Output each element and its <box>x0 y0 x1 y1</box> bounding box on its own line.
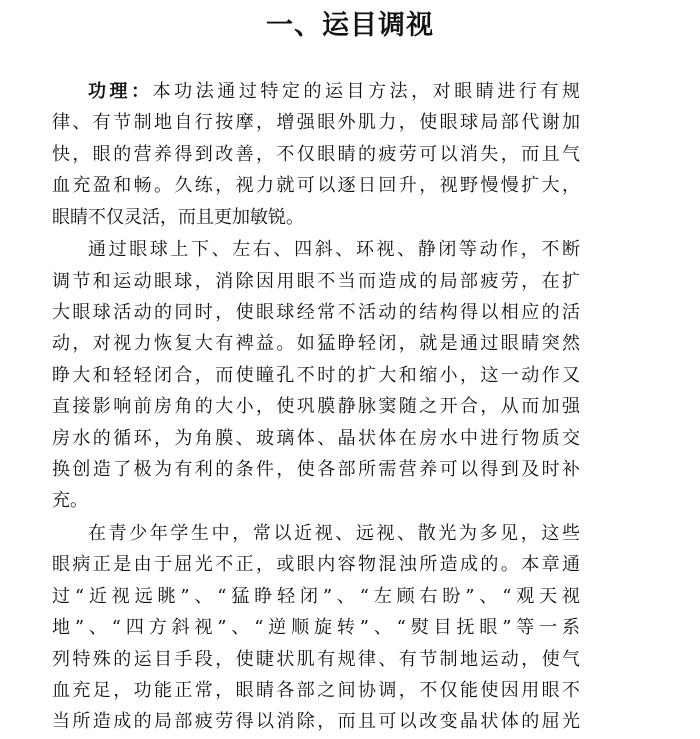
lead-label: 功理： <box>88 81 153 102</box>
text-line: 列特殊的运目手段，使睫状肌有规律、有节制地运动，使气 <box>52 648 580 670</box>
text-line: 大眼球活动的同时，使眼球经常不活动的结构得以相应的活 <box>52 301 580 323</box>
text-line: 地”、“四方斜视”、“逆顺旋转”、“熨目抚眼”等一系 <box>52 617 580 639</box>
text-line: 当所造成的局部疲劳得以消除，而且可以改变晶状体的屈光 <box>52 711 580 733</box>
text-line: 眼病正是由于屈光不正，或眼内容物混浊所造成的。本章通 <box>52 554 580 576</box>
text-line: 在青少年学生中，常以近视、远视、散光为多见，这些 <box>88 522 580 544</box>
text-line: 直接影响前房角的大小，使巩膜静脉窦随之开合，从而加强 <box>52 396 580 418</box>
text-line: 血充足，功能正常，眼睛各部之间协调，不仅能使因用眼不 <box>52 679 580 701</box>
text-line: 房水的循环，为角膜、玻璃体、晶状体在房水中进行物质交 <box>52 427 580 449</box>
text-line: 调节和运动眼球，消除因用眼不当而造成的局部疲劳，在扩 <box>52 270 580 292</box>
section-title: 一、运目调视 <box>266 10 434 41</box>
text-line: 眼睛不仅灵活，而且更加敏锐。 <box>52 206 304 228</box>
text-line: 律、有节制地自行按摩，增强眼外肌力，使眼球局部代谢加 <box>52 112 580 134</box>
text-line: 快，眼的营养得到改善，不仅眼睛的疲劳可以消失，而且气 <box>52 143 580 165</box>
paragraph-2 <box>52 234 580 517</box>
text-line: 睁大和轻轻闭合，而使瞳孔不时的扩大和缩小，这一动作又 <box>52 364 580 386</box>
text-line: 过“近视远眺”、“猛睁轻闭”、“左顾右盼”、“观天视 <box>52 585 580 607</box>
text-line <box>52 76 580 107</box>
body-text <box>52 76 580 739</box>
text-line: 血充盈和畅。久练，视力就可以逐日回升，视野慢慢扩大， <box>52 175 580 197</box>
text-line: 充。 <box>52 490 88 512</box>
text-line-content: 本功法通过特定的运目方法，对眼睛进行有规 <box>152 81 581 102</box>
text-line: 通过眼球上下、左右、四斜、环视、静闭等动作，不断 <box>88 239 580 261</box>
paragraph-3 <box>52 518 580 738</box>
text-line: 换创造了极为有利的条件，使各部所需营养可以得到及时补 <box>52 458 580 480</box>
text-line: 动，对视力恢复大有裨益。如猛睁轻闭，就是通过眼睛突然 <box>52 333 580 355</box>
paragraph-1 <box>52 76 580 233</box>
